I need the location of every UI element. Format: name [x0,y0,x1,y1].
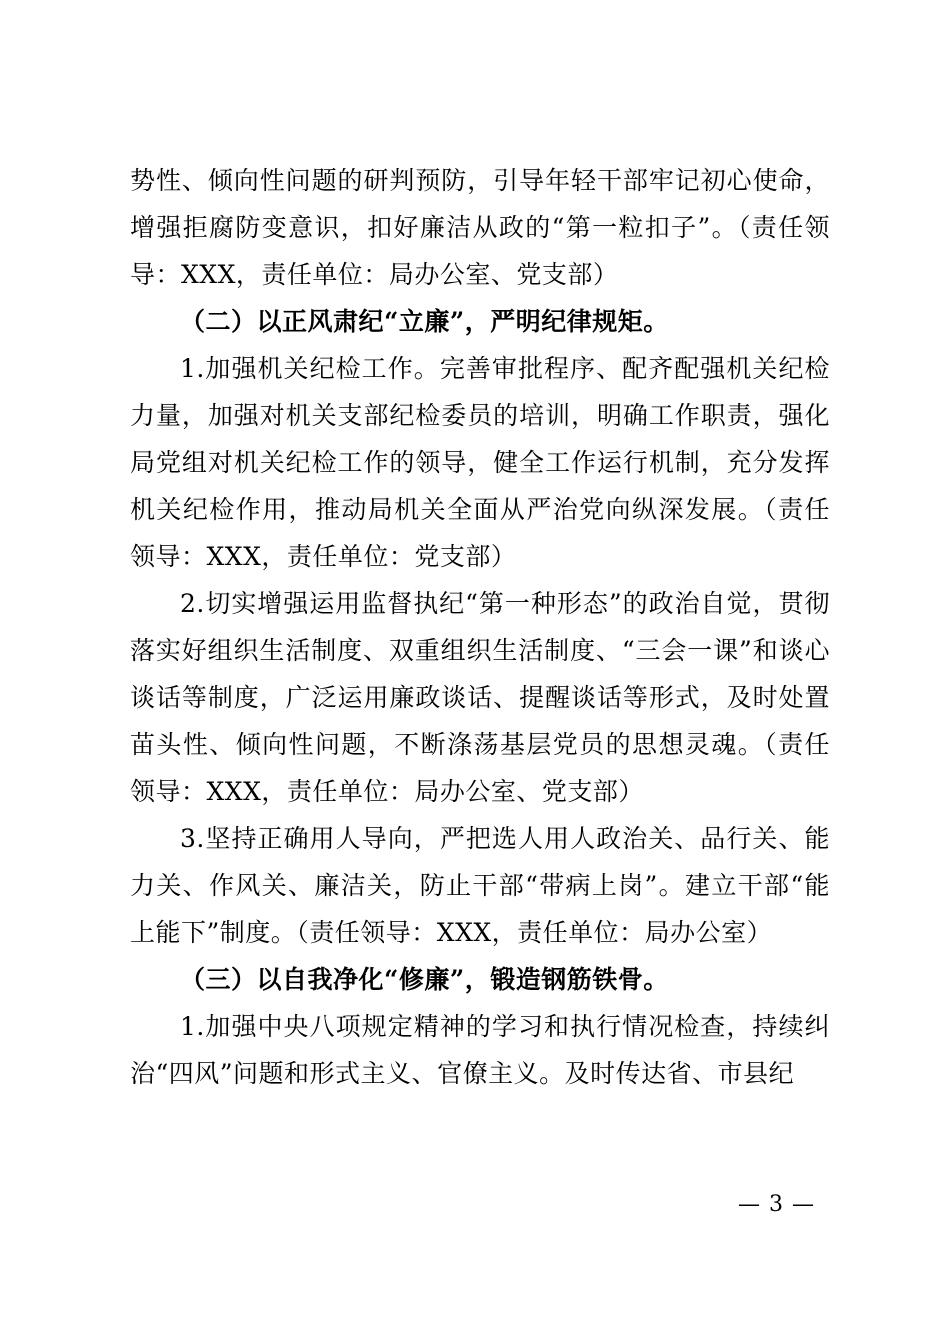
page-number: — 3 — [738,1192,815,1217]
section-heading-2: （二）以正风肃纪“立廉”，严明纪律规矩。 [180,307,669,336]
section-heading-3: （三）以自我净化“修廉”，锻造钢筋铁骨。 [180,965,669,994]
document-body [130,157,830,1097]
paragraph-item-3: 3.坚持正确用人导向，严把选人用人政治关、品行关、能力关、作风关、廉洁关，防止干部“带病上岗”。建立干部“能上能下”制度。（责任领导：XXX，责任单位：局办公室） [130,824,830,947]
paragraph-continuation: 势性、倾向性问题的研判预防，引导年轻干部牢记初心使命，增强拒腐防变意识，扣好廉洁从政的“第一粒扣子”。（责任领导：XXX，责任单位：局办公室、党支部） [130,166,830,289]
paragraph-item-2: 2.切实增强运用监督执纪“第一种形态”的政治自觉，贯彻落实好组织生活制度、双重组织生活制度、“三会一课”和谈心谈话等制度，广泛运用廉政谈话、提醒谈话等形式，及时处置苗头性、倾向性问题，不断涤荡基层党员的思想灵魂。（责任领导：XXX，责任单位：局办公室、党支部） [130,589,830,806]
paragraph-item-1-section-3: 1.加强中央八项规定精神的学习和执行情况检查，持续纠治“四风”问题和形式主义、官僚主义。及时传达省、市县纪 [130,1012,830,1088]
paragraph-item-1: 1.加强机关纪检工作。完善审批程序、配齐配强机关纪检力量，加强对机关支部纪检委员的培训，明确工作职责，强化局党组对机关纪检工作的领导，健全工作运行机制，充分发挥机关纪检作用，推动局机关全面从严治党向纵深发展。（责任领导：XXX，责任单位：党支部） [130,354,830,571]
